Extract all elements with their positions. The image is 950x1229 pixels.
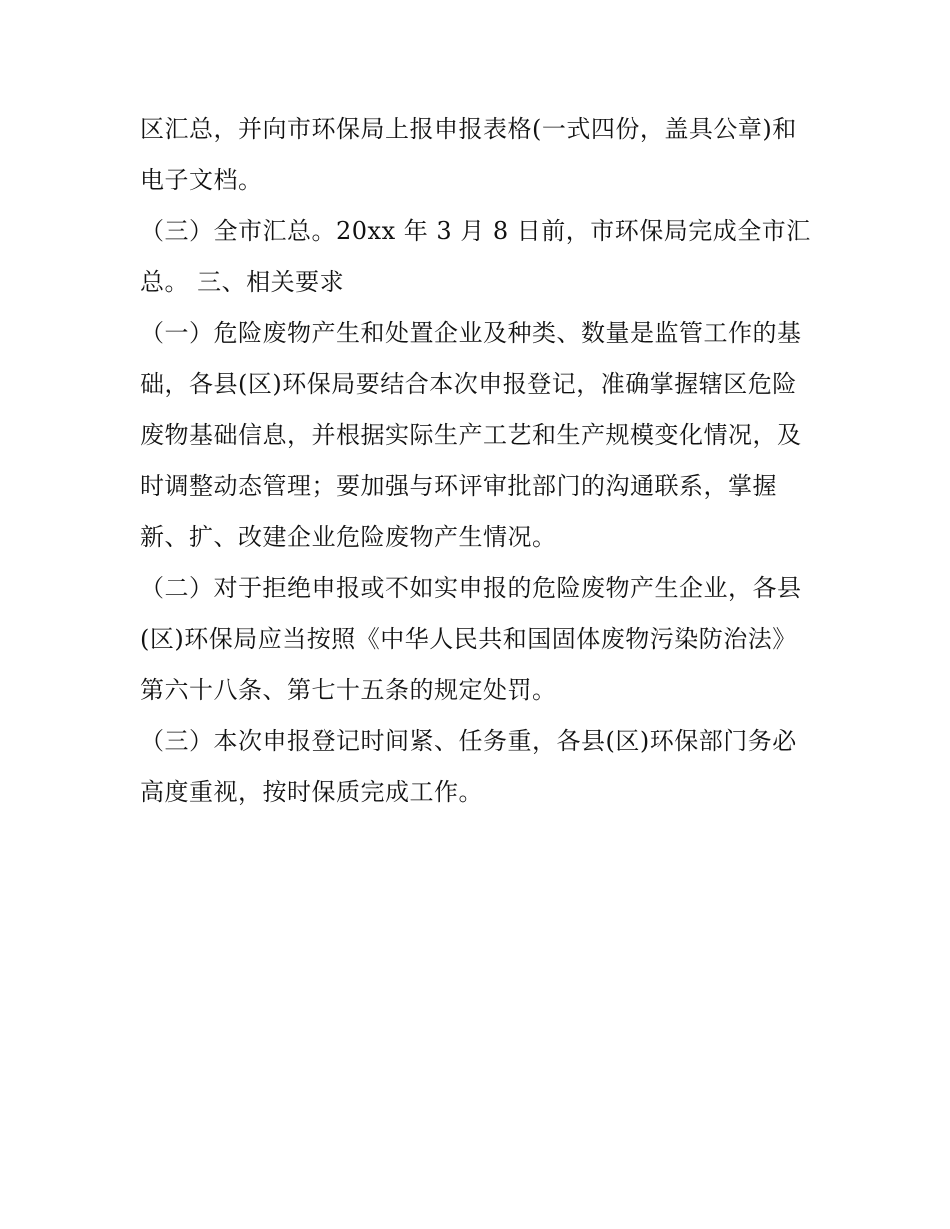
text-line: （三）本次申报登记时间紧、任务重，各县(区)环保部门务必 xyxy=(140,727,797,755)
text-line: 础，各县(区)环保局要结合本次申报登记，准确掌握辖区危险 xyxy=(140,370,797,398)
text-line: 废物基础信息，并根据实际生产工艺和生产规模变化情况，及 xyxy=(140,421,802,449)
text-line: (区)环保局应当按照《中华人民共和国固体废物污染防治法》 xyxy=(140,625,797,653)
text-line: 电子文档。 xyxy=(140,166,263,194)
text-line: 第六十八条、第七十五条的规定处罚。 xyxy=(140,676,557,704)
text-line: （一）危险废物产生和处置企业及种类、数量是监管工作的基 xyxy=(140,319,802,347)
text-line: 区汇总，并向市环保局上报申报表格(一式四份，盖具公章)和 xyxy=(140,115,797,143)
body-text xyxy=(140,104,820,818)
text-line: 总。 三、相关要求 xyxy=(140,268,345,296)
text-line: 新、扩、改建企业危险废物产生情况。 xyxy=(140,523,557,551)
text-line: 时调整动态管理；要加强与环评审批部门的沟通联系，掌握 xyxy=(140,472,777,500)
text-line: （三）全市汇总。20xx 年 3 月 8 日前，市环保局完成全市汇 xyxy=(140,217,811,245)
text-line: 高度重视，按时保质完成工作。 xyxy=(140,778,483,806)
text-line: （二）对于拒绝申报或不如实申报的危险废物产生企业，各县 xyxy=(140,574,802,602)
